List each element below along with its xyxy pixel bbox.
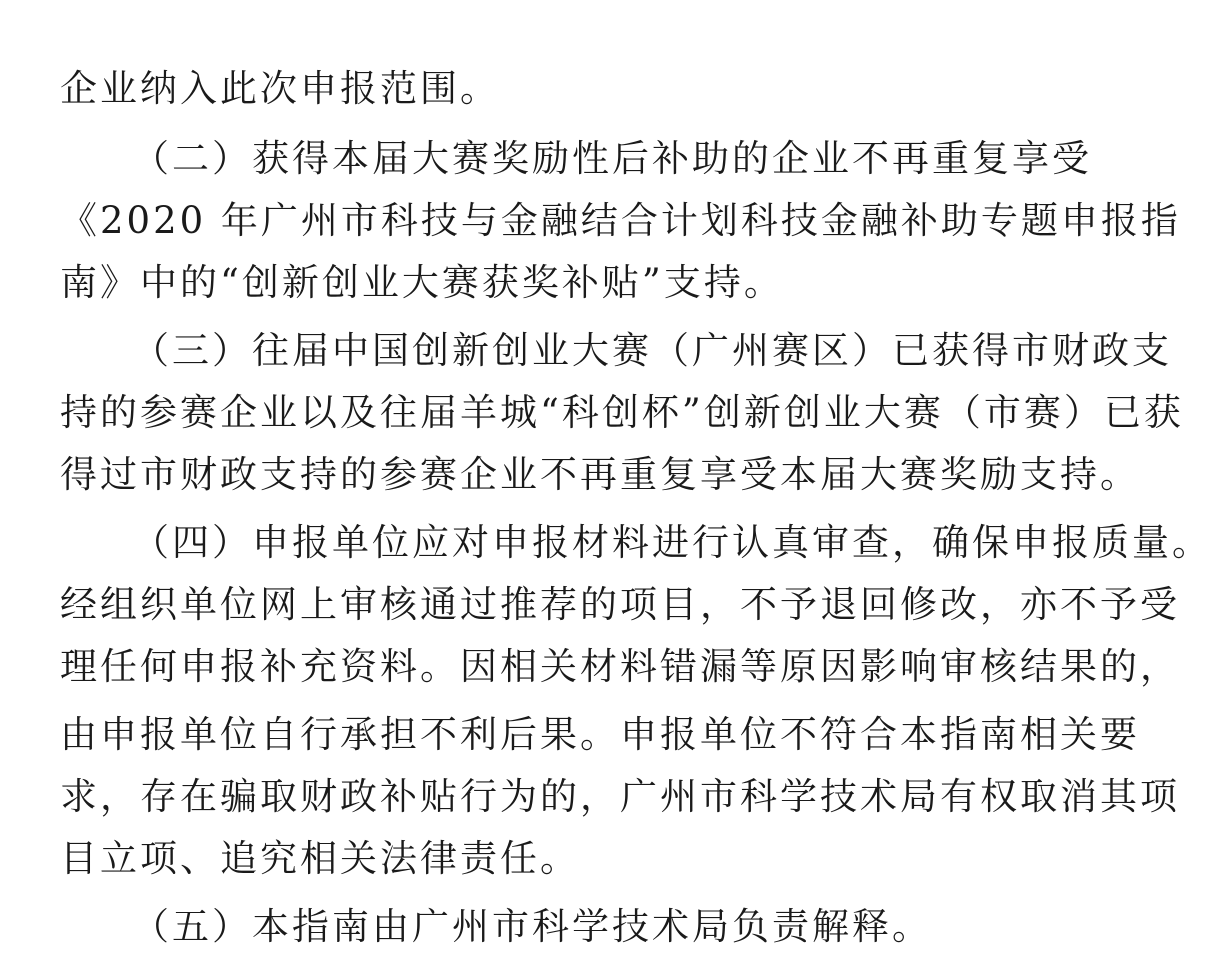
text-line-5: （三）往届中国创新创业大赛（广州赛区）已获得市财政支 [132,329,1172,372]
text-line-11: 由申报单位自行承担不利后果。申报单位不符合本指南相关要 [60,713,1140,756]
text-line-3: 《2020 年广州市科技与金融结合计划科技金融补助专题申报指 [60,199,1181,242]
text-line-12: 求，存在骗取财政补贴行为的，广州市科学技术局有权取消其项 [60,775,1180,818]
text-line-14: （五）本指南由广州市科学技术局负责解释。 [132,905,932,948]
text-line-6: 持的参赛企业以及往届羊城“科创杯”创新创业大赛（市赛）已获 [60,391,1184,434]
text-line-7: 得过市财政支持的参赛企业不再重复享受本届大赛奖励支持。 [60,453,1140,496]
text-line-10: 理任何申报补充资料。因相关材料错漏等原因影响审核结果的， [60,645,1180,688]
text-line-9: 经组织单位网上审核通过推荐的项目，不予退回修改，亦不予受 [60,583,1180,626]
text-line-2: （二）获得本届大赛奖励性后补助的企业不再重复享受 [132,137,1092,180]
text-line-4: 南》中的“创新创业大赛获奖补贴”支持。 [60,261,784,304]
text-line-8: （四）申报单位应对申报材料进行认真审查，确保申报质量。 [132,521,1212,564]
text-line-1: 企业纳入此次申报范围。 [60,67,500,110]
text-line-13: 目立项、追究相关法律责任。 [60,837,580,880]
